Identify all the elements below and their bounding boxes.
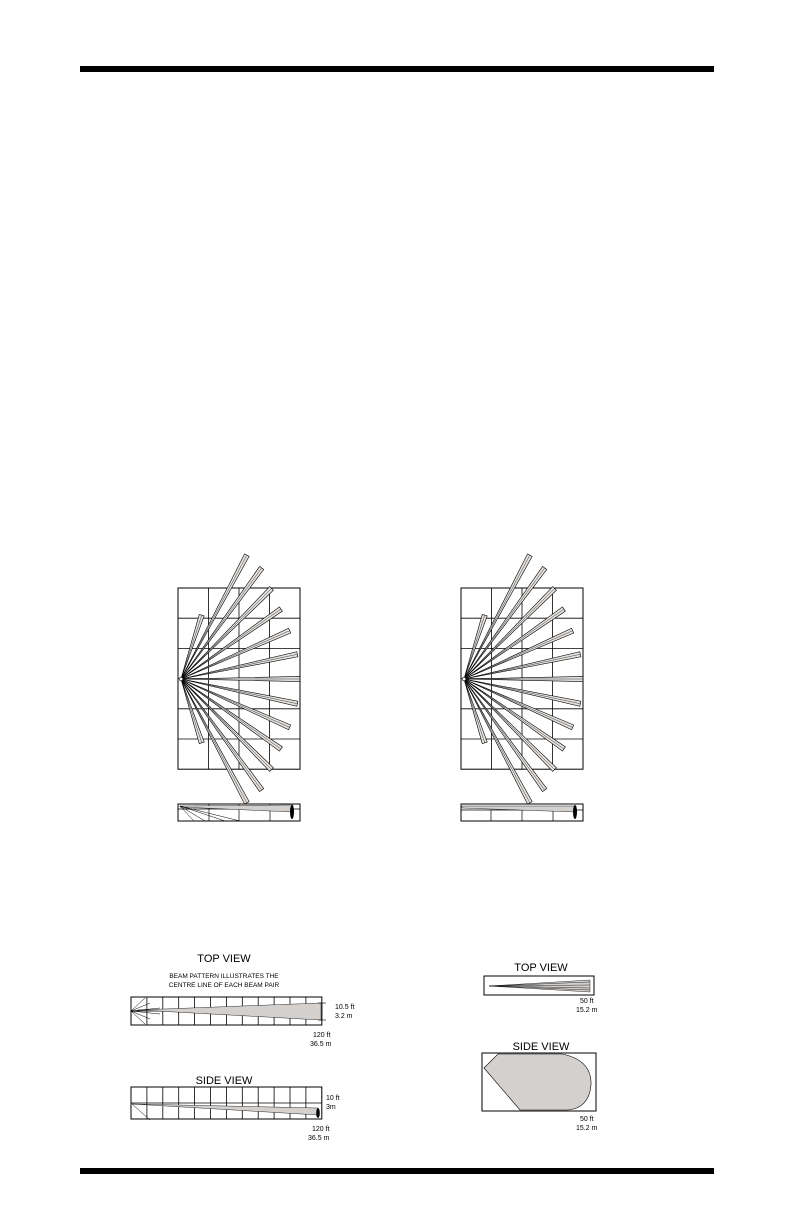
lens-a-beam-centre: [181, 679, 247, 803]
lens-b-beams: [462, 554, 583, 804]
pet-alley-top-title: TOP VIEW: [514, 962, 568, 974]
lens-b-sensor: [462, 677, 466, 681]
lens-b-beam-centre: [464, 555, 530, 679]
lens-a-beam: [181, 614, 204, 679]
long-range-side-target: [316, 1108, 320, 1118]
pet-alley-side-range-ft: 50 ft: [580, 1116, 594, 1123]
lens-a-beam: [181, 679, 291, 730]
pet-alley-range-m: 15.2 m: [576, 1007, 598, 1014]
long-range-side-range-m: 36.5 m: [308, 1135, 330, 1142]
lens-b-beam: [464, 614, 487, 679]
long-range-height-ft: 10 ft: [326, 1095, 340, 1102]
lens-b-beam-centre: [464, 679, 573, 727]
long-range-side-view: [131, 1075, 340, 1142]
long-range-side-grid: [131, 1087, 322, 1119]
lens-a-side-view: [178, 804, 300, 821]
long-range-top-title: TOP VIEW: [197, 953, 251, 965]
long-range-caption-line1: BEAM PATTERN ILLUSTRATES THE: [169, 973, 279, 980]
lens-b-beam: [464, 628, 574, 679]
lens-a-beam: [181, 679, 204, 744]
lens-a-beam-centre: [181, 555, 247, 679]
lens-a-beams: [179, 554, 300, 804]
long-range-top-beam: [138, 1003, 321, 1020]
long-range-height-m: 3m: [326, 1104, 336, 1111]
long-range-range-m: 36.5 m: [310, 1041, 332, 1048]
long-range-side-title: SIDE VIEW: [195, 1075, 253, 1087]
long-range-width-m: 3.2 m: [335, 1013, 353, 1020]
lens-a-sensor: [179, 677, 183, 681]
long-range-side-range-ft: 120 ft: [312, 1126, 330, 1133]
lens-a-top-view: [178, 554, 300, 804]
lens-b-side-view: [461, 804, 583, 821]
lens-b-beam-centre: [464, 631, 573, 679]
pet-alley-side-range-m: 15.2 m: [576, 1125, 598, 1132]
lens-b-beam-centre: [464, 679, 530, 803]
lens-b-beam: [464, 679, 574, 730]
lens-b-beam: [464, 679, 487, 744]
pet-alley-side-view: [482, 1041, 598, 1132]
lens-a-beam: [181, 628, 291, 679]
long-range-top-view: [131, 953, 355, 1048]
pet-alley-range-ft: 50 ft: [580, 998, 594, 1005]
lens-a-beam-centre: [181, 631, 290, 679]
pet-alley-top-view: [484, 962, 598, 1014]
lens-a-beam-centre: [181, 679, 290, 727]
long-range-caption-line2: CENTRE LINE OF EACH BEAM PAIR: [168, 982, 280, 989]
long-range-width-ft: 10.5 ft: [335, 1004, 355, 1011]
pet-alley-side-title: SIDE VIEW: [512, 1041, 570, 1053]
long-range-range-ft: 120 ft: [313, 1032, 331, 1039]
lens-a-side-target: [290, 805, 294, 819]
lens-b-side-target: [573, 805, 577, 819]
pet-alley-side-coverage: [484, 1054, 591, 1110]
lens-b-top-view: [461, 554, 583, 804]
